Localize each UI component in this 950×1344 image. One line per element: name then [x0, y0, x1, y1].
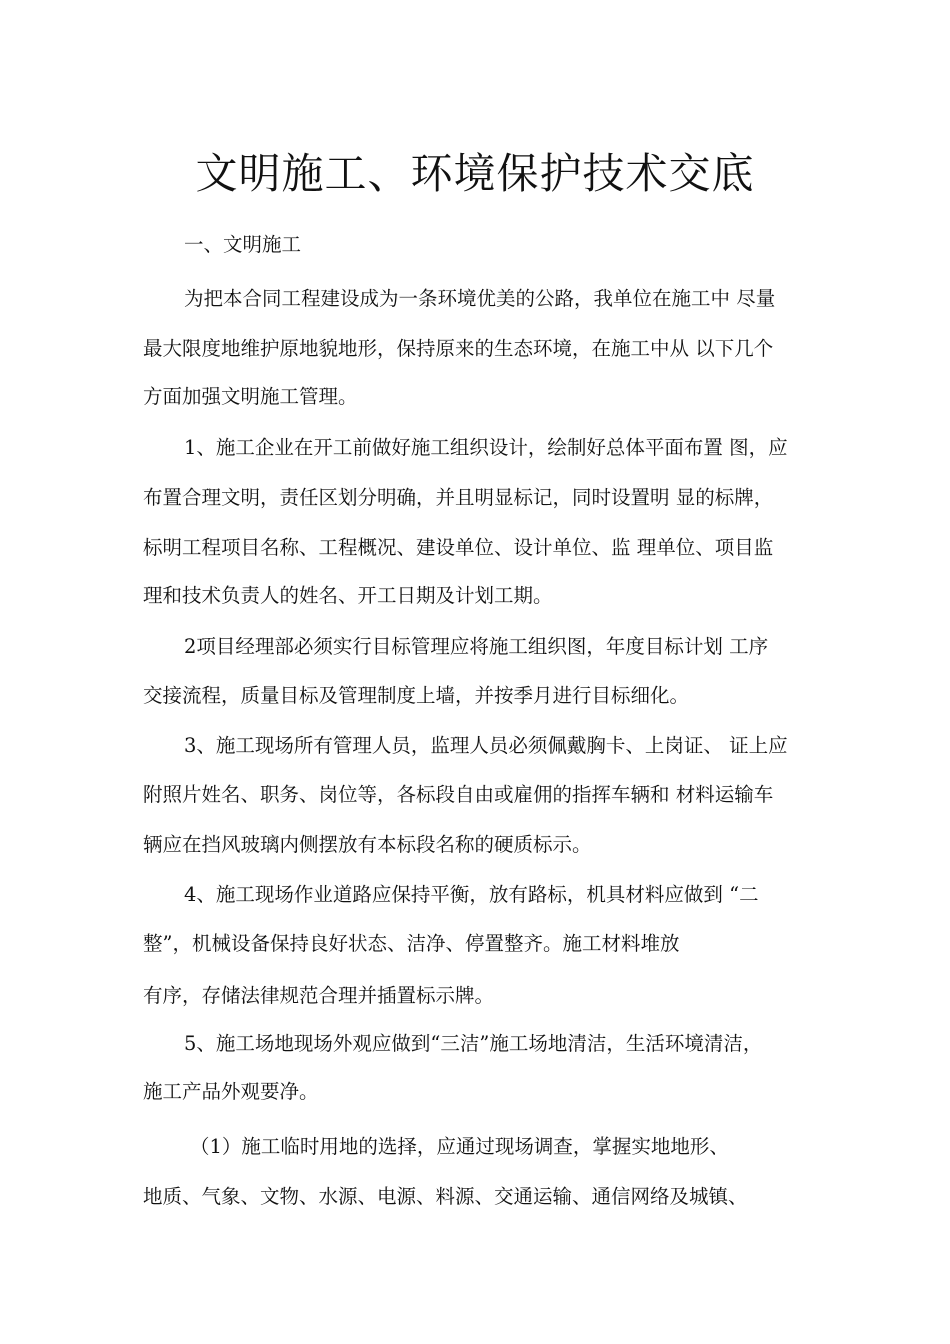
- paragraph-line: 辆应在挡风玻璃内侧摆放有本标段名称的硬质标示。: [143, 833, 592, 856]
- paragraph-line: 1、施工企业在开工前做好施工组织设计，绘制好总体平面布置 图，应: [184, 436, 788, 459]
- paragraph-line: 整”，机械设备保持良好状态、洁净、停置整齐。施工材料堆放: [143, 932, 680, 955]
- paragraph-line: 3、施工现场所有管理人员，监理人员必须佩戴胸卡、上岗证、 证上应: [184, 734, 788, 757]
- paragraph-line: 地质、气象、文物、水源、电源、料源、交通运输、通信网络及城镇、: [143, 1185, 748, 1208]
- paragraph-line: 4、施工现场作业道路应保持平衡，放有路标，机具材料应做到 “二: [184, 883, 759, 906]
- paragraph-line: 附照片姓名、职务、岗位等，各标段自由或雇佣的指挥车辆和 材料运输车: [143, 783, 774, 806]
- paragraph-line: （1）施工临时用地的选择，应通过现场调查，掌握实地地形、: [190, 1135, 729, 1158]
- paragraph-line: 最大限度地维护原地貌地形，保持原来的生态环境，在施工中从 以下几个: [143, 337, 774, 360]
- document-title: 文明施工、环境保护技术交底: [195, 149, 755, 198]
- paragraph-line: 标明工程项目名称、工程概况、建设单位、设计单位、监 理单位、项目监: [143, 536, 774, 559]
- section-heading: 一、文明施工: [184, 233, 302, 256]
- paragraph-line: 布置合理文明，责任区划分明确，并且明显标记，同时设置明 显的标牌，: [143, 486, 774, 509]
- paragraph-line: 施工产品外观要净。: [143, 1080, 319, 1103]
- paragraph-line: 方面加强文明施工管理。: [143, 385, 358, 408]
- paragraph-line: 为把本合同工程建设成为一条环境优美的公路，我单位在施工中 尽量: [184, 287, 776, 310]
- paragraph-line: 2项目经理部必须实行目标管理应将施工组织图，年度目标计划 工序: [184, 635, 769, 658]
- paragraph-line: 有序，存储法律规范合理并插置标示牌。: [143, 984, 495, 1007]
- paragraph-line: 理和技术负责人的姓名、开工日期及计划工期。: [143, 584, 553, 607]
- paragraph-line: 交接流程，质量目标及管理制度上墙，并按季月进行目标细化。: [143, 684, 690, 707]
- paragraph-line: 5、施工场地现场外观应做到“三洁”施工场地清洁，生活环境清洁，: [184, 1032, 763, 1055]
